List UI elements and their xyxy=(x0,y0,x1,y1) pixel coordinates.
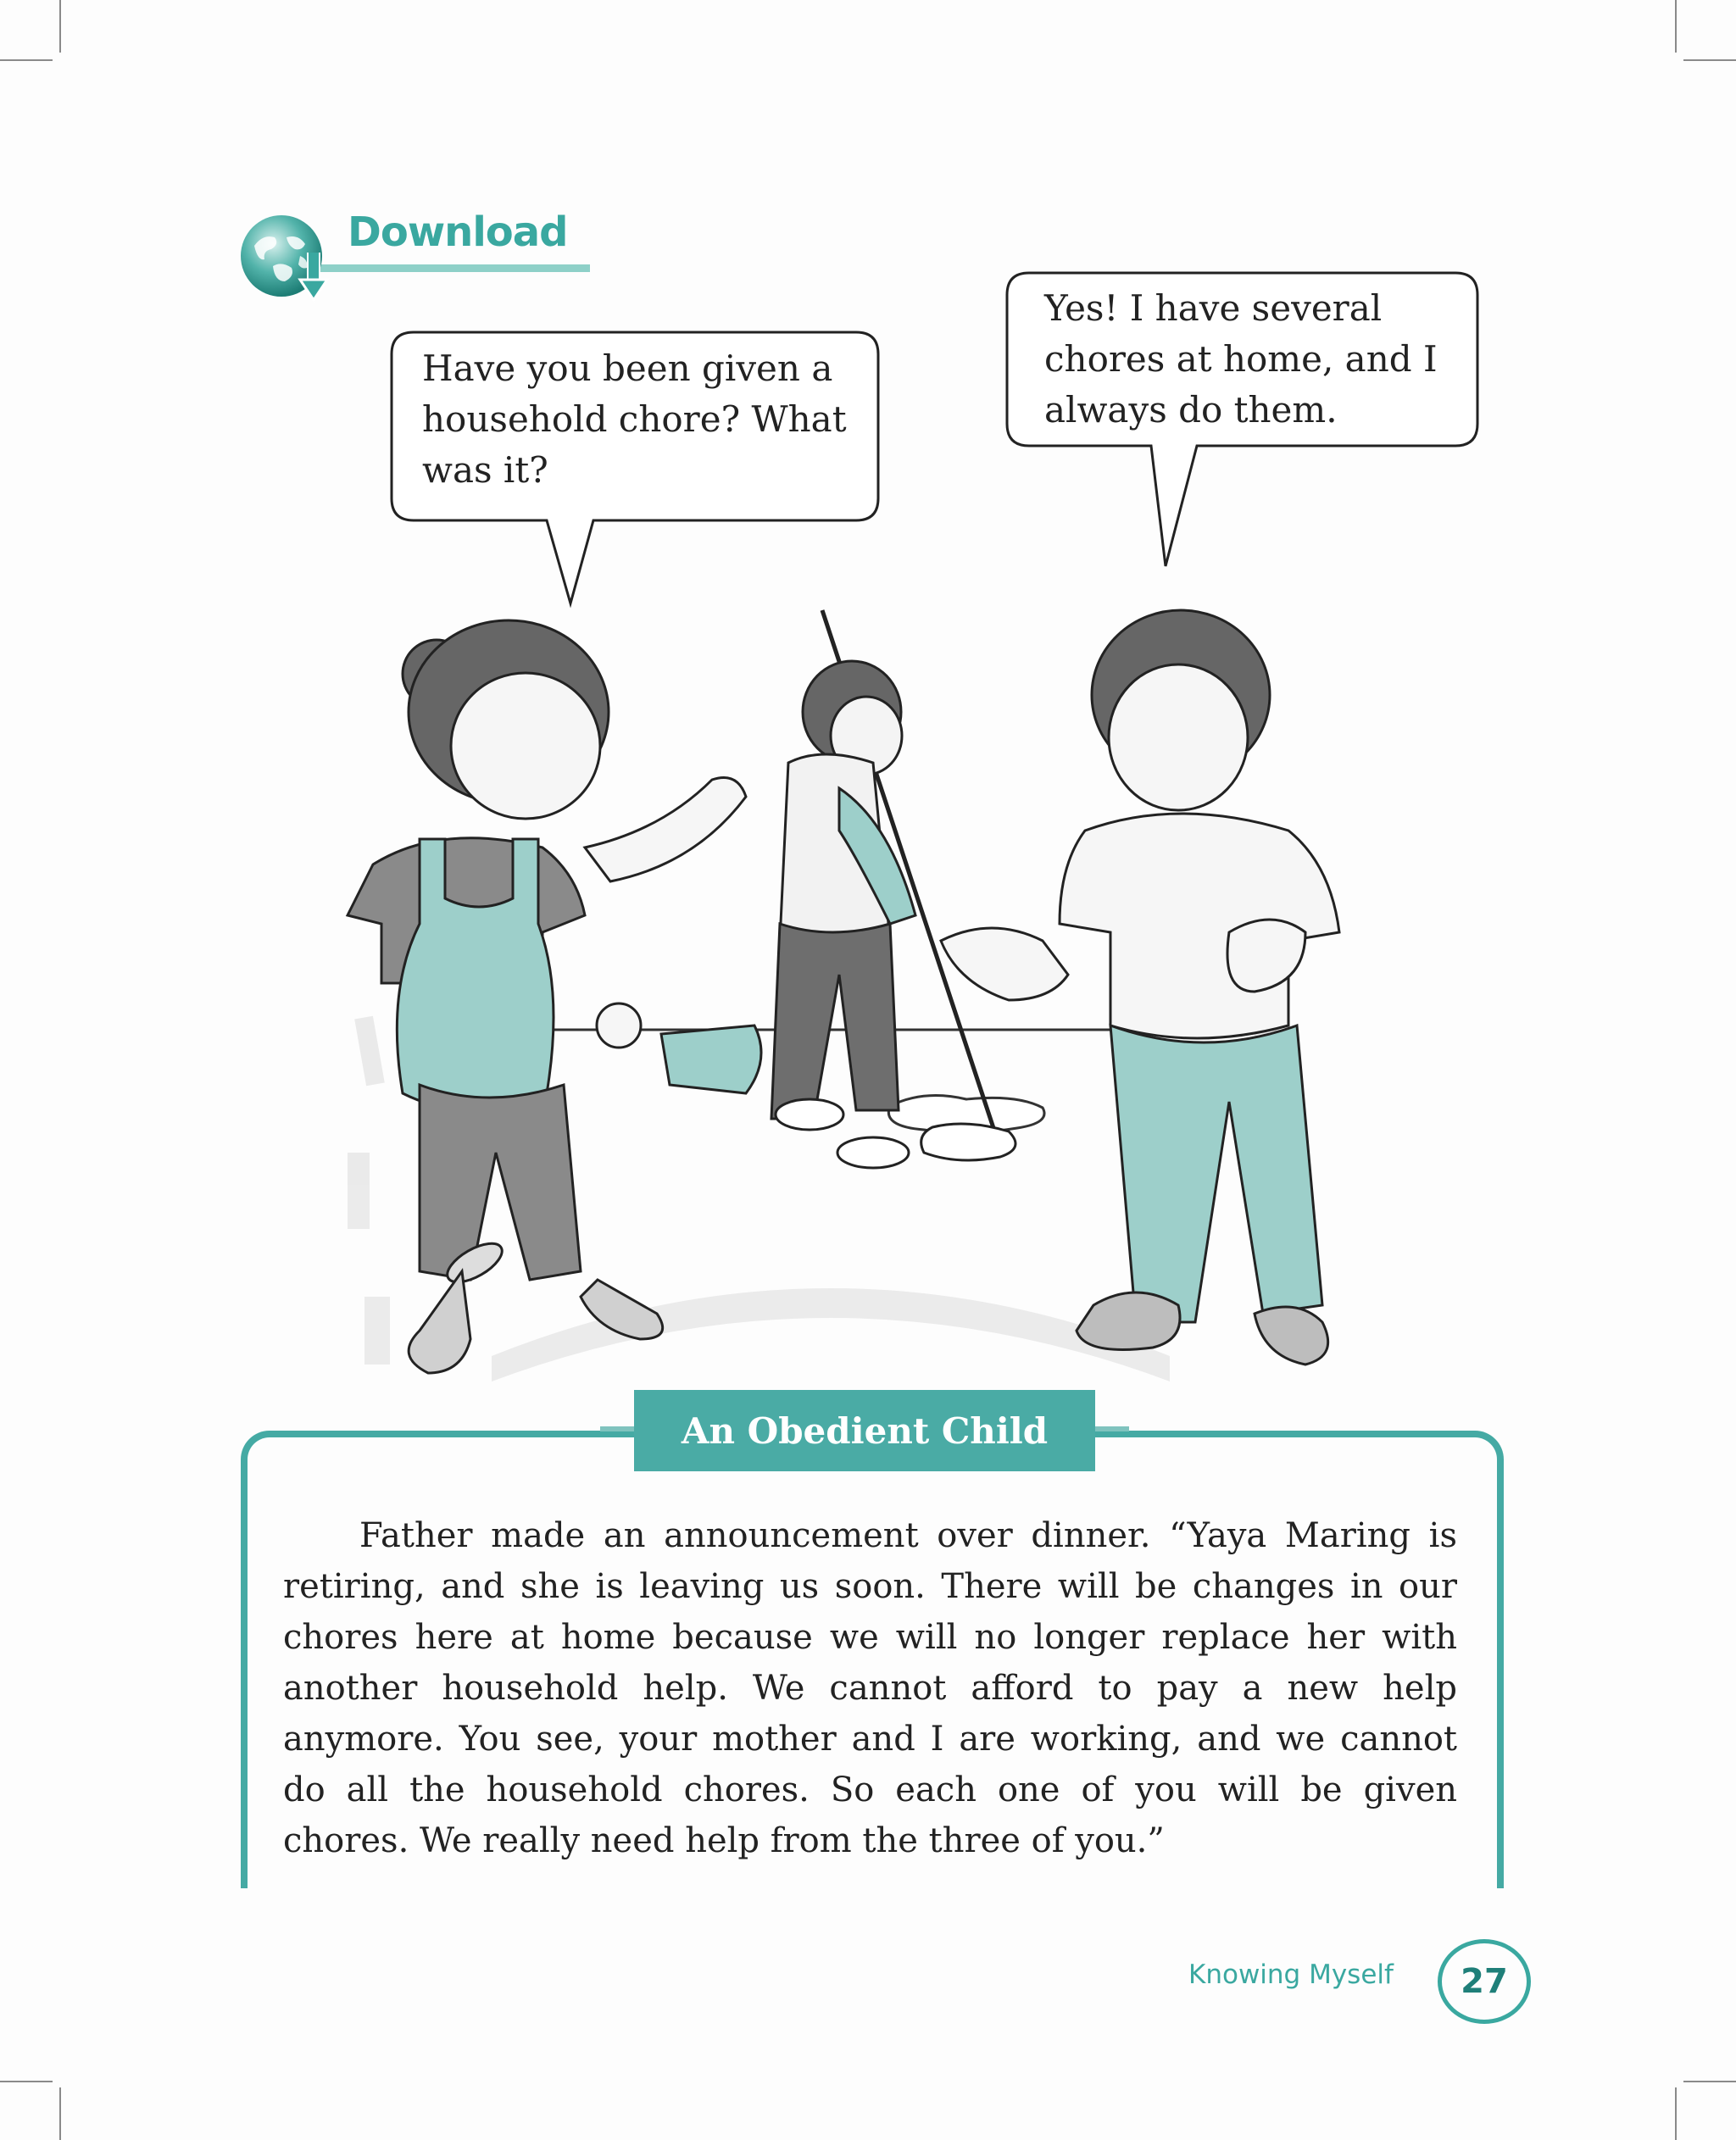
story-title: An Obedient Child xyxy=(681,1409,1049,1452)
boy-talking xyxy=(941,610,1339,1365)
story-title-box xyxy=(634,1390,1095,1471)
section-title: Download xyxy=(348,208,568,256)
story-paragraph: Father made an announcement over dinner. “Yaya Maring is retiring, and she is leaving us soon. There will be changes in our chores here at home because we will no longer replace her with another household help. We cannot afford to pay a new help anymore. You see, your mother and I are working, and we cannot do all the household chores. So each one of you will be given chores. We really need help from the three of you.” xyxy=(283,1516,1457,1860)
children-doing-chores-illustration xyxy=(280,593,1382,1407)
page-number: 27 xyxy=(1438,1939,1531,2024)
left-speech-bubble-text: Have you been given a household chore? What was it? xyxy=(422,347,847,491)
girl-with-water-dipper xyxy=(348,620,761,1373)
section-label: Knowing Myself xyxy=(1188,1959,1394,1990)
right-speech-bubble-text: Yes! I have several chores at home, and I always do them. xyxy=(1044,287,1438,431)
boy-mopping xyxy=(771,610,1015,1168)
